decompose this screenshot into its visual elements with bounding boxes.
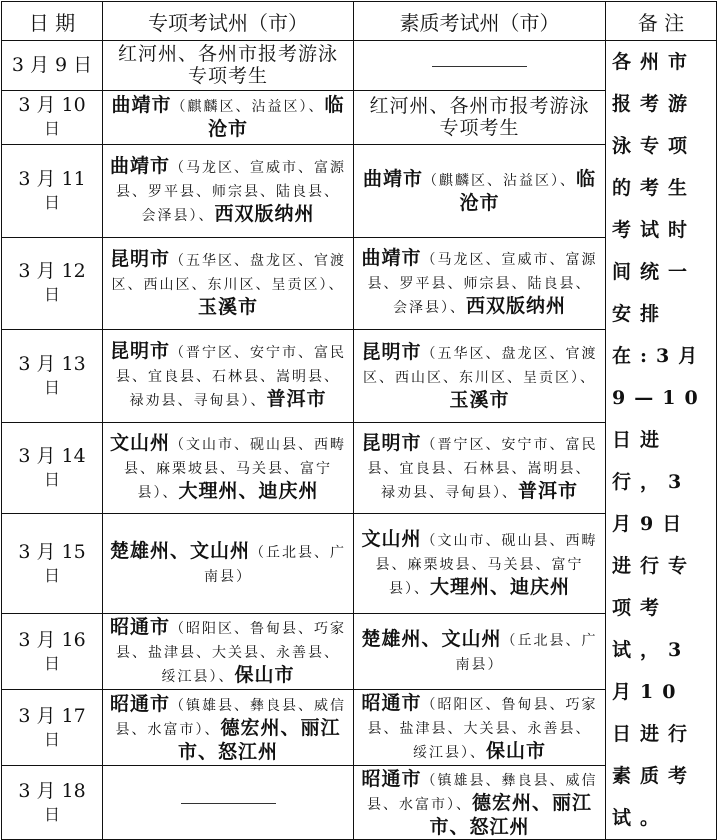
region-name: 文山州	[361, 527, 422, 550]
special-exam-cell	[103, 514, 354, 614]
quality-exam-cell	[354, 766, 606, 840]
region-name: 西双版纳州	[214, 202, 315, 225]
exam-schedule-table	[1, 1, 717, 840]
sub-districts: （晋宁区、安宁市、富民县、宜良县、石林县、嵩明县、禄劝县、寻甸县）、	[116, 344, 346, 409]
sub-districts: （丘北县、广南县）	[455, 632, 598, 673]
date-text: 3 月 9 日	[11, 54, 93, 77]
date-cell	[2, 330, 103, 423]
date-cell	[2, 237, 103, 330]
special-exam-cell	[103, 330, 354, 423]
region-name: 红河州、各州市报考游泳专项考生	[369, 95, 590, 140]
date-suffix: 日	[43, 565, 60, 585]
sub-districts: （丘北县、广南县）	[204, 544, 346, 585]
region-name: 玉溪市	[197, 296, 258, 319]
region-name: 昆明市	[109, 248, 170, 271]
region-name: 昆明市	[361, 432, 422, 455]
sub-districts: （文山市、砚山县、西畴县、麻栗坡县、马关县、富宁县）、	[375, 532, 598, 597]
date-text: 3 月 12	[18, 260, 86, 283]
header-quality-exam: 素质考试州（市）	[354, 2, 606, 41]
quality-exam-cell	[354, 90, 606, 144]
quality-exam-cell	[354, 237, 606, 330]
region-name: 临沧市	[459, 167, 597, 214]
region-name: 曲靖市	[362, 167, 423, 190]
special-exam-cell	[103, 690, 354, 766]
sub-districts: （五华区、盘龙区、官渡区、西山区、东川区、呈贡区）、	[111, 253, 346, 294]
date-suffix: 日	[43, 470, 60, 490]
region-name: 德宏州、丽江市、怒江州	[429, 791, 592, 838]
region-name: 昭通市	[361, 691, 422, 714]
date-cell	[2, 90, 103, 144]
quality-exam-cell	[354, 614, 606, 690]
region-name: 曲靖市	[111, 94, 172, 117]
date-text: 3 月 18	[18, 779, 86, 802]
date-cell	[2, 41, 103, 91]
date-text: 3 月 14	[18, 445, 86, 468]
region-name: 曲靖市	[109, 154, 170, 177]
sub-districts: （镇雄县、彝良县、威信县、水富市）、	[115, 697, 346, 738]
date-cell	[2, 514, 103, 614]
empty-dash	[181, 803, 276, 804]
table-row	[2, 41, 717, 91]
date-cell	[2, 614, 103, 690]
date-suffix: 日	[43, 285, 60, 305]
special-exam-cell	[103, 90, 354, 144]
region-name: 昭通市	[109, 615, 170, 638]
region-name: 临沧市	[207, 94, 345, 141]
date-suffix: 日	[43, 119, 60, 139]
date-text: 3 月 16	[18, 628, 86, 651]
sub-districts: （五华区、盘龙区、官渡区、西山区、东川区、呈贡区）、	[363, 345, 598, 386]
header-row	[2, 2, 717, 41]
special-exam-cell	[103, 614, 354, 690]
quality-exam-cell	[354, 41, 606, 91]
region-name: 德宏州、丽江市、怒江州	[177, 716, 341, 763]
date-text: 3 月 13	[18, 352, 86, 375]
region-name: 楚雄州、文山州	[109, 539, 250, 562]
region-name: 文山州	[109, 432, 170, 455]
date-suffix: 日	[43, 653, 60, 673]
date-text: 3 月 11	[18, 167, 86, 190]
date-suffix: 日	[43, 377, 60, 397]
region-name: 普洱市	[517, 480, 578, 503]
region-name: 保山市	[485, 739, 546, 762]
date-suffix: 日	[43, 804, 60, 824]
empty-dash	[432, 66, 527, 67]
sub-districts: （马龙区、宣威市、富源县、罗平县、师宗县、陆良县、会泽县）、	[116, 159, 346, 224]
special-exam-cell	[103, 766, 354, 840]
quality-exam-cell	[354, 422, 606, 514]
header-date: 日 期	[2, 2, 103, 41]
date-cell	[2, 145, 103, 238]
remarks-cell: 各州市报考游泳专项的考生考试时间统一安排在:3月9—10日进行，3月9日进行专项考试，3月10日进行素质考试。	[606, 41, 717, 840]
sub-districts: （晋宁区、安宁市、富民县、宜良县、石林县、嵩明县、禄劝县、寻甸县）、	[367, 437, 598, 502]
header-special-exam: 专项考试州（市）	[103, 2, 354, 41]
special-exam-cell	[103, 145, 354, 238]
region-name: 红河州、各州市报考游泳专项考生	[117, 43, 338, 88]
sub-districts: （昭阳区、鲁甸县、巧家县、盐津县、大关县、永善县、绥江县）、	[116, 620, 346, 685]
region-name: 昭通市	[109, 692, 170, 715]
sub-districts: （文山市、砚山县、西畴县、麻栗坡县、马关县、富宁县）、	[124, 437, 346, 502]
date-text: 3 月 10	[18, 94, 86, 117]
region-name: 西双版纳州	[465, 295, 566, 318]
date-cell	[2, 422, 103, 514]
sub-districts: （昭阳区、鲁甸县、巧家县、盐津县、大关县、永善县、绥江县）、	[367, 696, 598, 761]
quality-exam-cell	[354, 514, 606, 614]
region-name: 楚雄州、文山州	[361, 627, 502, 650]
date-text: 3 月 15	[18, 540, 86, 563]
date-suffix: 日	[43, 192, 60, 212]
region-name: 普洱市	[266, 387, 327, 410]
date-suffix: 日	[43, 729, 60, 749]
sub-districts: （镇雄县、彝良县、威信县、水富市）、	[366, 772, 598, 813]
header-remarks: 备 注	[606, 2, 717, 41]
special-exam-cell	[103, 41, 354, 91]
date-cell	[2, 766, 103, 840]
region-name: 昭通市	[361, 767, 422, 790]
region-name: 玉溪市	[449, 388, 510, 411]
date-text: 3 月 17	[18, 704, 86, 727]
region-name: 保山市	[234, 663, 295, 686]
region-name: 昆明市	[109, 339, 170, 362]
quality-exam-cell	[354, 145, 606, 238]
quality-exam-cell	[354, 690, 606, 766]
region-name: 曲靖市	[361, 247, 422, 270]
sub-districts: （麒麟区、沾益区）、	[171, 99, 325, 116]
quality-exam-cell	[354, 330, 606, 423]
special-exam-cell	[103, 422, 354, 514]
sub-districts: （马龙区、宣威市、富源县、罗平县、师宗县、陆良县、会泽县）、	[367, 252, 598, 317]
special-exam-cell	[103, 237, 354, 330]
region-name: 昆明市	[361, 340, 422, 363]
sub-districts: （麒麟区、沾益区）、	[423, 172, 576, 189]
date-cell	[2, 690, 103, 766]
region-name: 大理州、迪庆州	[429, 575, 570, 598]
region-name: 大理州、迪庆州	[178, 480, 319, 503]
